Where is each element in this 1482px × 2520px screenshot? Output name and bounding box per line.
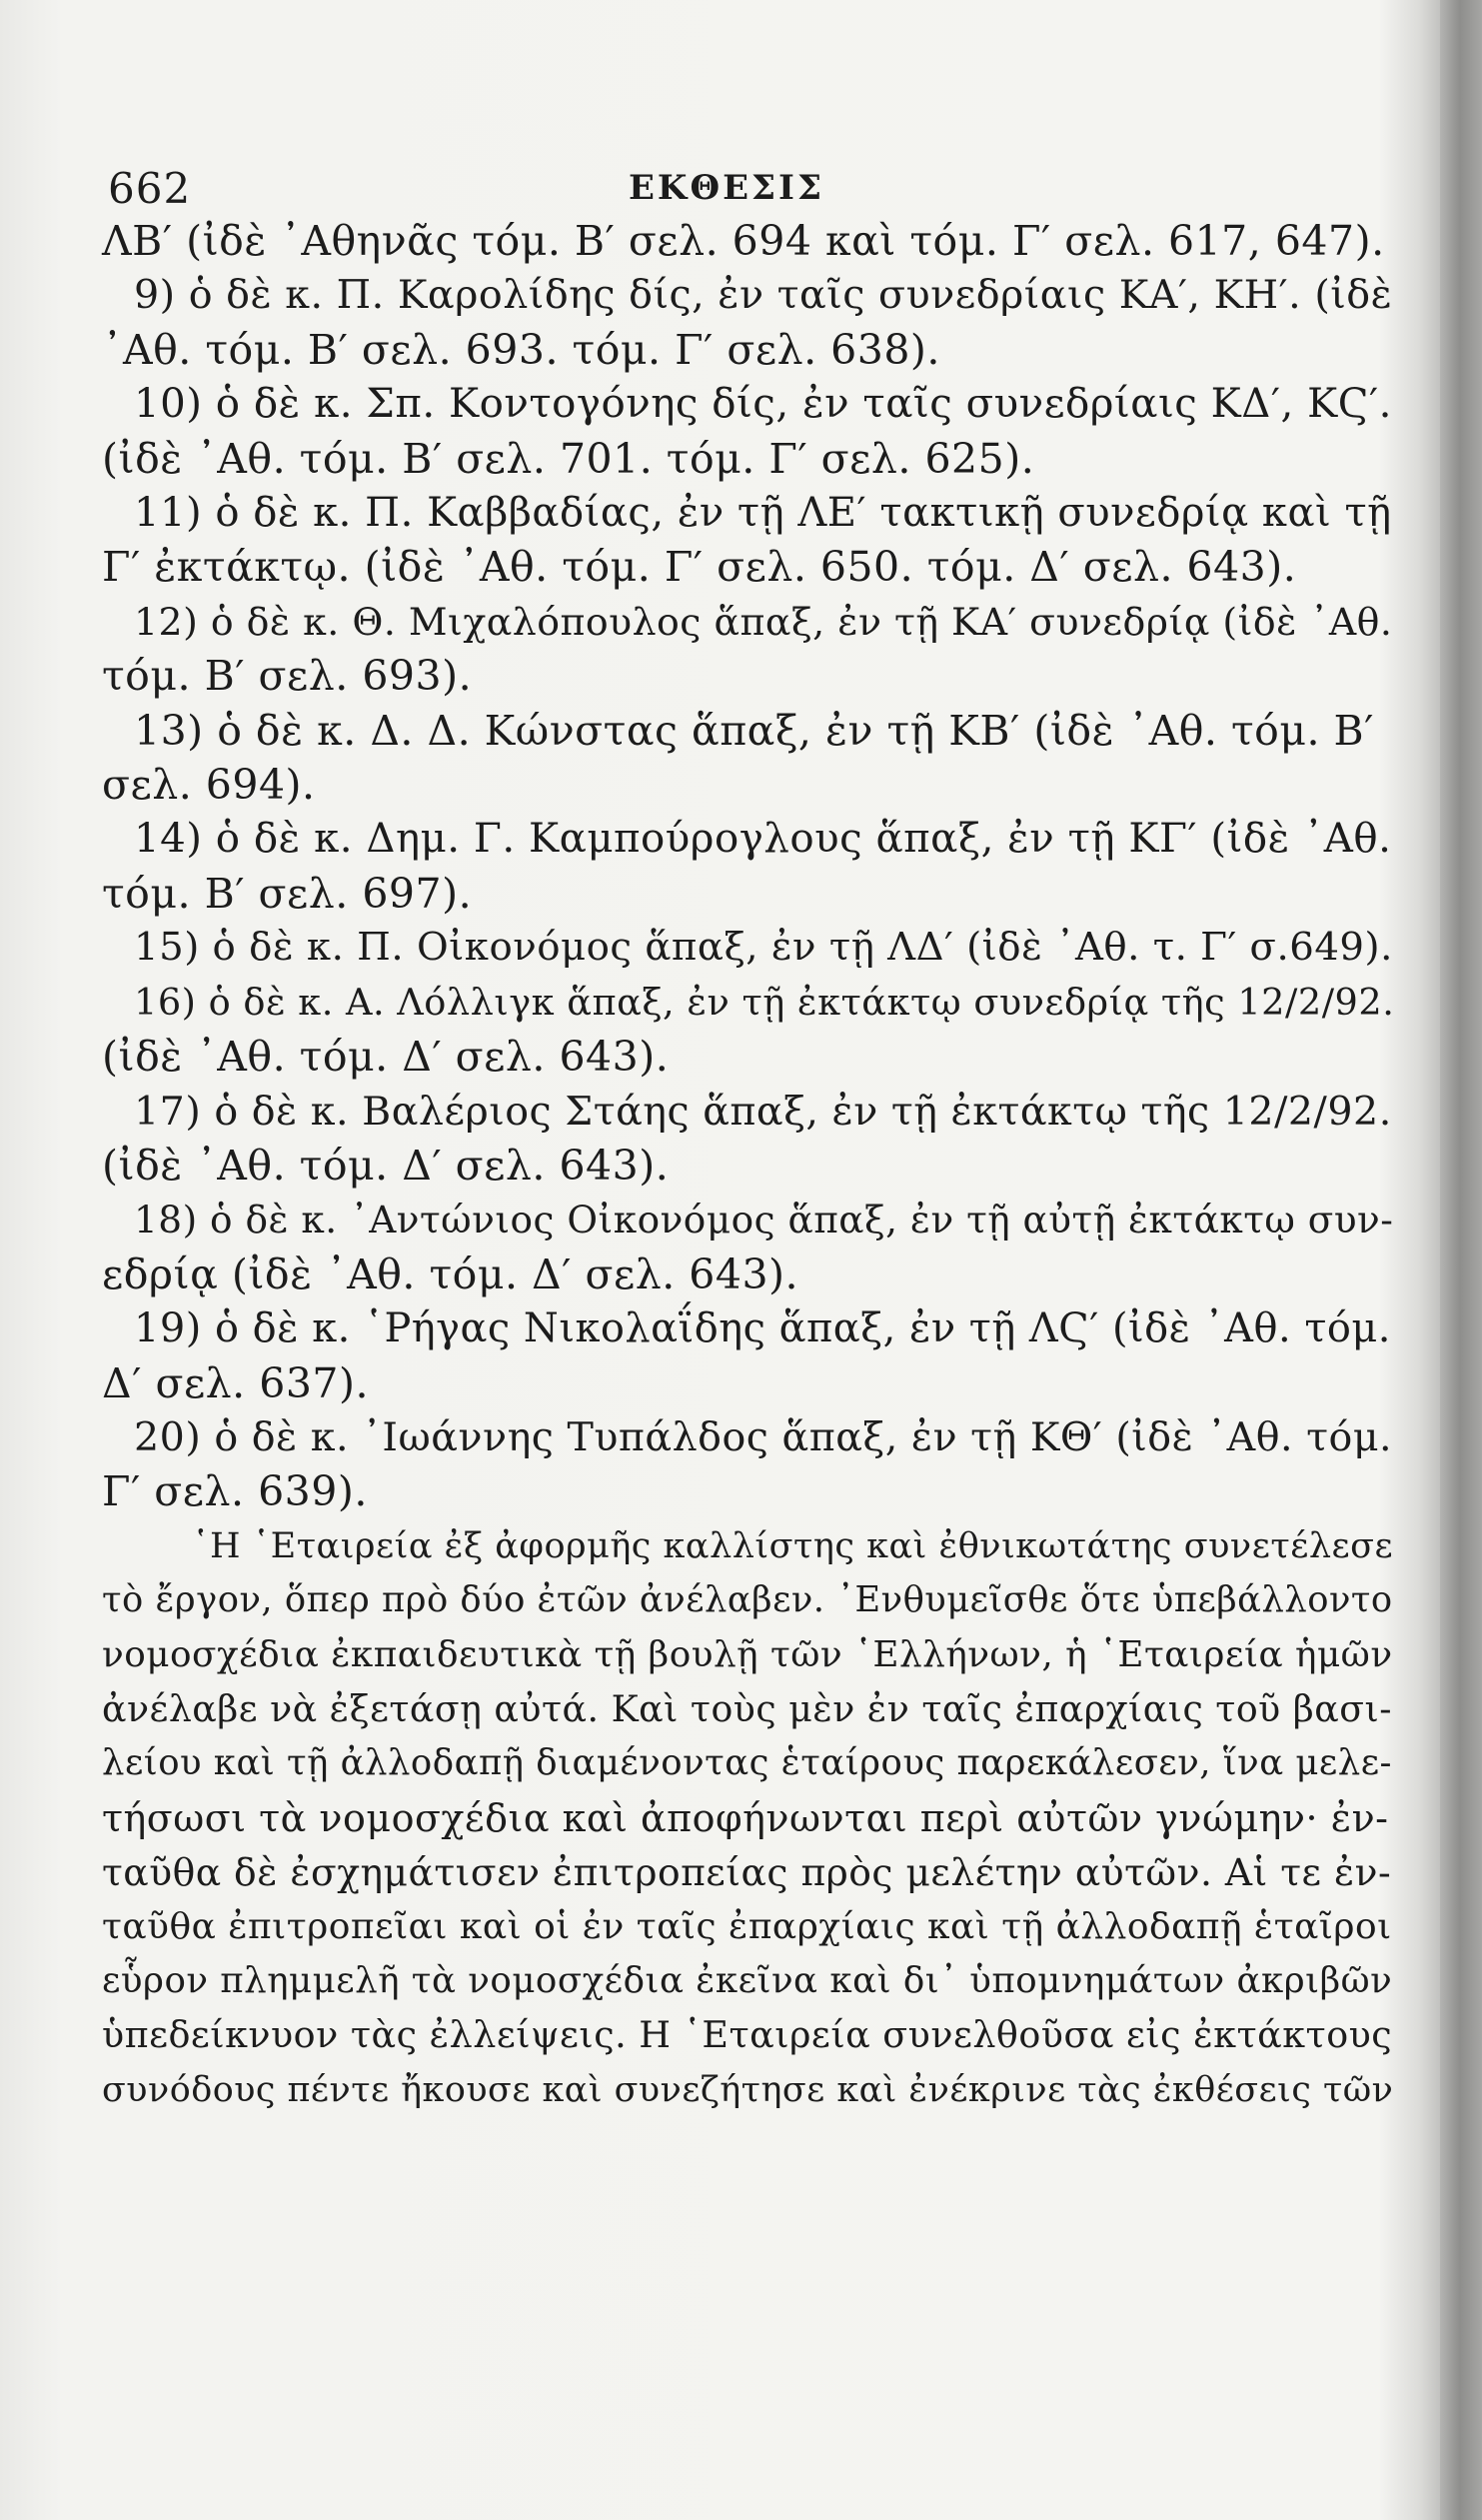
text-line: εδρίᾳ (ἰδὲ ᾿Αθ. τόμ. Δ′ σελ. 643). (102, 1250, 799, 1298)
page-header (102, 150, 1391, 213)
text-line: νομοσχέδια ἐκπαιδευτικὰ τῇ βουλῇ τῶν ῾Ελλήνων, ἡ ῾Εταιρεία ἡμῶν (102, 1633, 1393, 1675)
text-line: τόμ. Β′ σελ. 697). (102, 869, 473, 918)
text-line: ἀνέλαβε νὰ ἐξετάσῃ αὐτά. Καὶ τοὺς μὲν ἐν ταῖς ἐπαρχίαις τοῦ βασι- (102, 1686, 1392, 1730)
text-line: 9) ὁ δὲ κ. Π. Καρολίδης δίς, ἐν ταῖς συνεδρίαις ΚΑ′, ΚΗ′. (ἰδὲ (134, 272, 1393, 319)
text-line: σελ. 694). (102, 761, 316, 810)
text-line: 14) ὁ δὲ κ. Δημ. Γ. Καμπούρογλους ἅπαξ, ἐν τῇ ΚΓ′ (ἰδὲ ᾿Αθ. (134, 815, 1392, 863)
text-line: 17) ὁ δὲ κ. Βαλέριος Στάης ἅπαξ, ἐν τῇ ἐκτάκτῳ τῆς 12/2/92. (134, 1088, 1392, 1135)
text-line: ᾿Αθ. τόμ. Β′ σελ. 693. τόμ. Γ′ σελ. 638). (102, 325, 940, 374)
text-line: 12) ὁ δὲ κ. Θ. Μιχαλόπουλος ἅπαξ, ἐν τῇ ΚΑ′ συνεδρίᾳ (ἰδὲ ᾿Αθ. (134, 599, 1393, 644)
text-line: συνόδους πέντε ἤκουσε καὶ συνεζήτησε καὶ ἐνέκρινε τὰς ἐκθέσεις τῶν (102, 2069, 1394, 2110)
text-line: 18) ὁ δὲ κ. ᾿Αντώνιος Οἰκονόμος ἅπαξ, ἐν τῇ αὐτῇ ἐκτάκτῳ συν- (134, 1198, 1394, 1243)
text-line: ταῦθα ἐπιτροπεῖαι καὶ οἱ ἐν ταῖς ἐπαρχίαις καὶ τῇ ἀλλοδαπῇ ἑταῖροι (102, 1905, 1392, 1947)
page-edge-shadow (1440, 0, 1482, 2520)
text-line: 13) ὁ δὲ κ. Δ. Δ. Κώνστας ἅπαξ, ἐν τῇ ΚΒ′ (ἰδὲ ᾿Αθ. τόμ. Β′ (134, 706, 1374, 755)
text-line: τὸ ἔργον, ὅπερ πρὸ δύο ἐτῶν ἀνέλαβεν. ᾿Ενθυμεῖσθε ὅτε ὑπεβάλλοντο (102, 1579, 1393, 1621)
text-line: 20) ὁ δὲ κ. ᾿Ιωάννης Τυπάλδος ἅπαξ, ἐν τῇ ΚΘ′ (ἰδὲ ᾿Αθ. τόμ. (134, 1413, 1393, 1460)
text-line: τήσωσι τὰ νομοσχέδια καὶ ἀποφήνωνται περὶ αὐτῶν γνώμην· ἐν- (102, 1795, 1389, 1840)
text-line: (ἰδὲ ᾿Αθ. τόμ. Δ′ σελ. 643). (102, 1141, 670, 1190)
text-line: 19) ὁ δὲ κ. ῾Ρήγας Νικολαΐδης ἅπαξ, ἐν τῇ ΛϚ′ (ἰδὲ ᾿Αθ. τόμ. (134, 1305, 1391, 1352)
text-line: 15) ὁ δὲ κ. Π. Οἰκονόμος ἅπαξ, ἐν τῇ ΛΔ′ (ἰδὲ ᾿Αθ. τ. Γ′ σ.649). (134, 925, 1393, 971)
text-line: 11) ὁ δὲ κ. Π. Καββαδίας, ἐν τῇ ΛΕ′ τακτικῇ συνεδρίᾳ καὶ τῇ (134, 490, 1392, 537)
page-number: 662 (108, 164, 192, 213)
text-line: 10) ὁ δὲ κ. Σπ. Κοντογόνης δίς, ἐν ταῖς συνεδρίαις ΚΔ′, ΚϚ′. (134, 380, 1392, 428)
text-line: ὑπεδείκνυον τὰς ἐλλείψεις. Η ῾Εταιρεία συνελθοῦσα εἰς ἐκτάκτους (102, 2013, 1393, 2057)
text-line: εὗρον πλημμελῆ τὰ νομοσχέδια ἐκεῖνα καὶ δι᾿ ὑπομνημάτων ἀκριβῶν (102, 1960, 1393, 2001)
text-line: 16) ὁ δὲ κ. Α. Λόλλιγκ ἅπαξ, ἐν τῇ ἐκτάκτῳ συνεδρίᾳ τῆς 12/2/92. (134, 980, 1395, 1024)
page-content (102, 150, 1395, 2117)
text-line: Δ′ σελ. 637). (102, 1358, 370, 1407)
text-line: Γ′ σελ. 639). (102, 1467, 368, 1516)
running-head: ΕΚΘΕΣΙΣ (629, 168, 824, 208)
text-line: λείου καὶ τῇ ἀλλοδαπῇ διαμένοντας ἑταίρους παρεκάλεσεν, ἵνα μελε- (102, 1742, 1393, 1784)
body-paragraph (102, 1519, 1394, 2117)
text-line: (ἰδὲ ᾿Αθ. τόμ. Δ′ σελ. 643). (102, 1033, 670, 1082)
speaker-list (102, 214, 1395, 1519)
text-line: τόμ. Β′ σελ. 693). (102, 652, 473, 701)
text-line: Γ′ ἐκτάκτῳ. (ἰδὲ ᾿Αθ. τόμ. Γ′ σελ. 650. τόμ. Δ′ σελ. 643). (102, 543, 1297, 592)
text-line: ΛΒ′ (ἰδὲ ᾿Αθηνᾶς τόμ. Β′ σελ. 694 καὶ τόμ. Γ′ σελ. 617, 647). (102, 217, 1385, 265)
text-line: (ἰδὲ ᾿Αθ. τόμ. Β′ σελ. 701. τόμ. Γ′ σελ. 625). (102, 434, 1035, 483)
text-line: ταῦθα δὲ ἐσχημάτισεν ἐπιτροπείας πρὸς μελέτην αὐτῶν. Αἱ τε ἐν- (102, 1850, 1392, 1895)
text-line: ῾Η ῾Εταιρεία ἐξ ἀφορμῆς καλλίστης καὶ ἐθνικωτάτης συνετέλεσε (192, 1525, 1394, 1566)
